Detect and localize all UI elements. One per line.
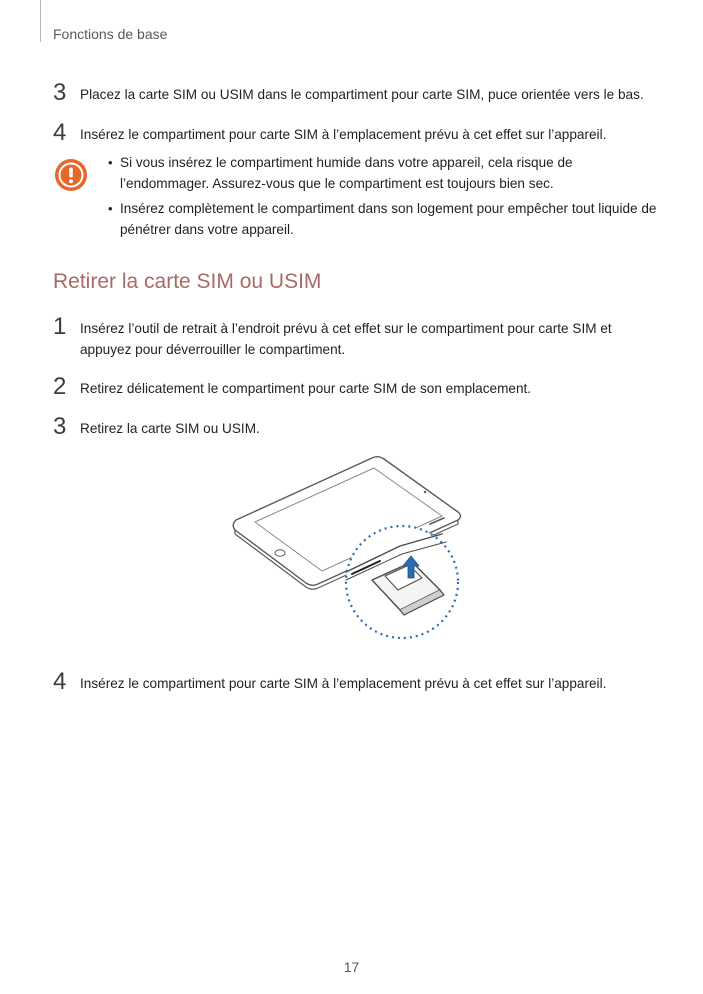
caution-icon xyxy=(54,158,88,192)
caution-list xyxy=(108,152,658,244)
step-text: Insérez le compartiment pour carte SIM à l’emplacement prévu à cet effet sur l’appareil. xyxy=(80,127,607,142)
section-title: Retirer la carte SIM ou USIM xyxy=(53,270,322,293)
step-text: Placez la carte SIM ou USIM dans le compartiment pour carte SIM, puce orientée vers le bas. xyxy=(80,87,644,102)
step-number: 3 xyxy=(53,413,67,440)
step-text: Retirez la carte SIM ou USIM. xyxy=(80,421,260,436)
step-number: 3 xyxy=(53,79,67,106)
caution-item xyxy=(108,198,658,240)
step-number: 4 xyxy=(53,119,67,146)
running-header: Fonctions de base xyxy=(53,26,168,42)
step-number: 1 xyxy=(53,313,67,340)
step-number: 2 xyxy=(53,373,67,400)
step-text: Retirez délicatement le compartiment pour carte SIM de son emplacement. xyxy=(80,381,532,396)
step-number: 4 xyxy=(53,668,67,695)
step-text: Insérez le compartiment pour carte SIM à l’emplacement prévu à cet effet sur l’appareil. xyxy=(80,676,607,691)
step-4-insert-tray xyxy=(53,119,653,146)
caution-text: Insérez complètement le compartiment dans son logement pour empêcher tout liquide de pénétrer dans votre appareil. xyxy=(120,201,657,237)
caution-text: Si vous insérez le compartiment humide dans votre appareil, cela risque de l’endommager. Assurez-vous que le compartiment est toujours bien sec. xyxy=(120,155,573,191)
step-1-insert-tool xyxy=(53,313,653,360)
bullet: • xyxy=(108,201,113,216)
bullet: • xyxy=(108,155,113,170)
tablet-sim-tray-illustration xyxy=(222,450,472,650)
page-number: 17 xyxy=(343,959,360,975)
step-2-pull-tray xyxy=(53,373,653,400)
step-text: Insérez l’outil de retrait à l’endroit prévu à cet effet sur le compartiment pour carte SIM et appuyez pour déverrouiller le compartiment. xyxy=(80,321,612,357)
caution-item xyxy=(108,152,658,194)
step-3-remove-card xyxy=(53,413,653,440)
step-3-place-card xyxy=(53,79,653,106)
header-rule xyxy=(40,0,41,42)
step-4-reinsert-tray xyxy=(53,668,653,695)
